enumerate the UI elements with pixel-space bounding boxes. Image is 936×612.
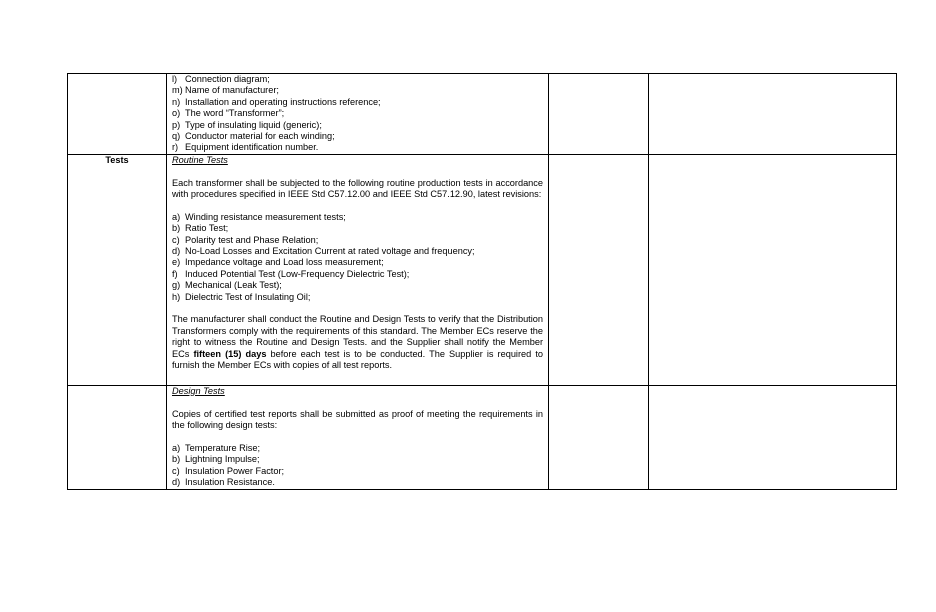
list-item [172, 292, 543, 303]
item-letter: q) [172, 131, 181, 142]
intro-paragraph: Copies of certified test reports shall be submitted as proof of meeting the requirements in the following design tests: [172, 408, 543, 431]
item-text: Insulation Resistance. [185, 477, 275, 488]
item-letter: l) [172, 74, 178, 84]
table-row-nameplate [68, 74, 897, 155]
item-letter: b) [172, 454, 181, 465]
list-item [172, 246, 543, 257]
item-letter: e) [172, 257, 181, 268]
item-text: Equipment identification number. [185, 142, 319, 153]
section-heading: Design Tests [172, 385, 225, 396]
item-text: Connection diagram; [185, 74, 270, 84]
item-text: Impedance voltage and Load loss measurement; [185, 257, 384, 268]
compliance-cell [549, 154, 649, 385]
specification-table [67, 73, 897, 490]
item-letter: m) [172, 85, 183, 96]
topic-cell [68, 385, 167, 489]
item-letter: b) [172, 223, 181, 234]
list-item [172, 108, 543, 119]
item-letter: p) [172, 119, 181, 130]
table-row-routine-tests [68, 154, 897, 385]
item-text: Insulation Power Factor; [185, 465, 285, 476]
closing-text-start: The manufacturer shall conduct the Routine and Design Tests to verify that the Distribution Transformers comply with the requirements of this standard. The Member ECs reserve the right to witness the Routine and Design Tests. and the Supplier shall notify the Member ECs [172, 314, 543, 359]
item-letter: d) [172, 477, 181, 488]
list-item [172, 477, 543, 488]
item-letter: n) [172, 96, 181, 107]
intro-paragraph: Each transformer shall be subjected to the following routine production tests in accordance with procedures specified in IEEE Std C57.12.00 and IEEE Std C57.12.90, latest revisions: [172, 177, 543, 200]
closing-text-end: before each test is to be conducted. The Supplier is required to furnish the Member ECs with copies of all test reports. [172, 348, 543, 371]
remarks-cell [649, 74, 897, 155]
item-text: Induced Potential Test (Low-Frequency Dielectric Test); [185, 268, 410, 279]
remarks-cell [649, 154, 897, 385]
item-letter: h) [172, 291, 181, 302]
nameplate-list [167, 74, 548, 154]
requirement-cell [167, 154, 549, 385]
list-item [172, 120, 543, 131]
list-item [172, 466, 543, 477]
table-row-design-tests [68, 385, 897, 489]
list-item [172, 454, 543, 465]
item-text: Polarity test and Phase Relation; [185, 234, 319, 245]
compliance-cell [549, 74, 649, 155]
list-item [172, 97, 543, 108]
item-text: Name of manufacturer; [185, 85, 279, 96]
list-item [172, 257, 543, 268]
list-item [172, 142, 543, 153]
item-text: Dielectric Test of Insulating Oil; [185, 291, 311, 302]
topic-cell [68, 154, 167, 385]
item-letter: r) [172, 142, 179, 153]
item-text: Conductor material for each winding; [185, 131, 335, 142]
requirement-cell [167, 385, 549, 489]
item-text: Installation and operating instructions reference; [185, 96, 381, 107]
item-text: The word “Transformer”; [185, 108, 285, 119]
item-letter: a) [172, 442, 181, 453]
topic-label: Tests [105, 154, 129, 165]
compliance-cell [549, 385, 649, 489]
item-text: Ratio Test; [185, 223, 229, 234]
item-letter: c) [172, 234, 180, 245]
list-item [172, 131, 543, 142]
item-letter: a) [172, 211, 181, 222]
item-text: Lightning Impulse; [185, 454, 260, 465]
remarks-cell [649, 385, 897, 489]
item-text: Mechanical (Leak Test); [185, 280, 282, 291]
list-item [172, 223, 543, 234]
list-item [172, 212, 543, 223]
requirement-cell [167, 74, 549, 155]
routine-tests-content [167, 155, 548, 372]
section-heading: Routine Tests [172, 154, 228, 165]
item-text: Type of insulating liquid (generic); [185, 119, 322, 130]
item-letter: c) [172, 465, 180, 476]
list-item [172, 85, 543, 96]
notice-period: fifteen (15) days [193, 348, 267, 359]
list-item [172, 74, 543, 85]
item-letter: o) [172, 108, 181, 119]
item-text: Winding resistance measurement tests; [185, 211, 346, 222]
list-item [172, 235, 543, 246]
item-letter: g) [172, 280, 181, 291]
item-letter: d) [172, 246, 181, 257]
list-item [172, 443, 543, 454]
topic-cell [68, 74, 167, 155]
item-letter: f) [172, 268, 178, 279]
closing-paragraph [172, 314, 543, 371]
design-tests-content [167, 386, 548, 489]
list-item [172, 280, 543, 291]
list-item [172, 269, 543, 280]
item-text: Temperature Rise; [185, 442, 261, 453]
item-text: No-Load Losses and Excitation Current at rated voltage and frequency; [185, 246, 475, 257]
